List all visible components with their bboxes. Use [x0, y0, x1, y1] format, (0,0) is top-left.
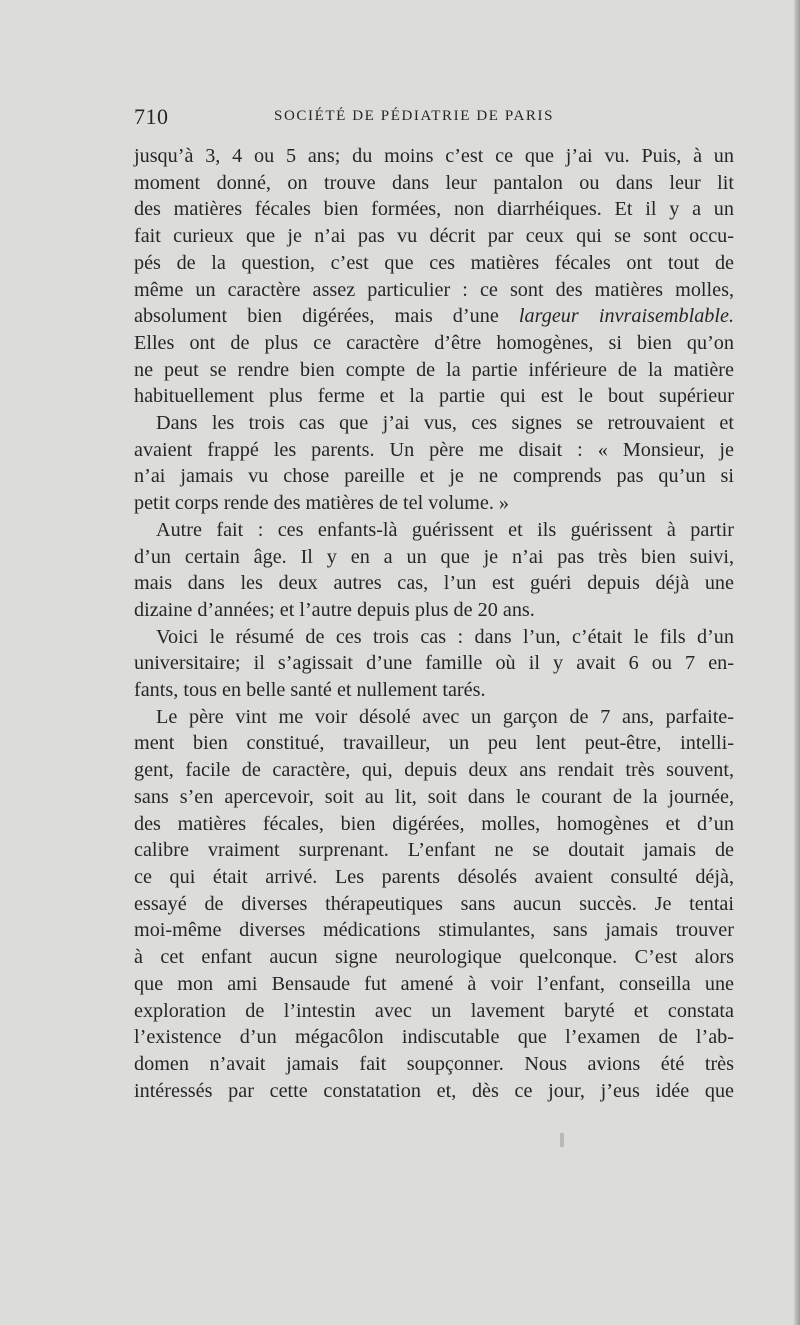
page-edge-shadow — [794, 0, 800, 1325]
text-line: domen n’avait jamais fait soupçonner. Nous avions été très — [134, 1052, 734, 1075]
page-number: 710 — [134, 104, 169, 129]
text-line: Voici le résumé de ces trois cas : dans l’un, c’était le fils d’un — [156, 625, 734, 648]
page-header — [134, 104, 734, 138]
text-line: pés de la question, c’est que ces matières fécales ont tout de — [134, 251, 734, 274]
text-line-segment: absolument bien digérées, mais d’une — [134, 305, 519, 328]
text-line — [134, 303, 734, 330]
text-line: fants, tous en belle santé et nullement tarés. — [134, 679, 486, 702]
scan-mark — [560, 1133, 564, 1147]
text-line: Autre fait : ces enfants-là guérissent et ils guérissent à partir — [156, 518, 734, 541]
body-text — [134, 143, 734, 1104]
text-line: gent, facile de caractère, qui, depuis deux ans rendait très souvent, — [134, 759, 734, 782]
text-line: ne peut se rendre bien compte de la partie inférieure de la matière — [134, 358, 734, 381]
text-line: l’existence d’un mégacôlon indiscutable que l’examen de l’ab- — [134, 1026, 734, 1049]
text-line: ce qui était arrivé. Les parents désolés avaient consulté déjà, — [134, 865, 734, 888]
text-line: fait curieux que je n’ai pas vu décrit par ceux qui se sont occu- — [134, 225, 734, 248]
text-line: que mon ami Bensaude fut amené à voir l’enfant, conseilla une — [134, 972, 734, 995]
running-head: SOCIÉTÉ DE PÉDIATRIE DE PARIS — [274, 108, 555, 124]
text-line: calibre vraiment surprenant. L’enfant ne se doutait jamais de — [134, 839, 734, 862]
text-line: même un caractère assez particulier : ce sont des matières molles, — [134, 278, 734, 301]
text-line: mais dans les deux autres cas, l’un est guéri depuis déjà une — [134, 572, 734, 595]
text-line: ment bien constitué, travailleur, un peu lent peut-être, intelli- — [134, 732, 734, 755]
text-line: dizaine d’années; et l’autre depuis plus de 20 ans. — [134, 598, 535, 621]
text-line: Le père vint me voir désolé avec un garçon de 7 ans, parfaite- — [156, 705, 734, 728]
text-line: moi-même diverses médications stimulantes, sans jamais trouver — [134, 919, 734, 942]
text-line: essayé de diverses thérapeutiques sans aucun succès. Je tentai — [134, 892, 734, 915]
text-line: petit corps rende des matières de tel volume. » — [134, 492, 510, 515]
text-line: Dans les trois cas que j’ai vus, ces signes se retrouvaient et — [156, 412, 734, 435]
text-line: des matières fécales bien formées, non diarrhéiques. Et il y a un — [134, 198, 734, 221]
text-line: intéressés par cette constatation et, dès ce jour, j’eus idée que — [134, 1079, 734, 1102]
text-line: sans s’en apercevoir, soit au lit, soit dans le courant de la journée, — [134, 785, 734, 808]
text-line: des matières fécales, bien digérées, molles, homogènes et d’un — [134, 812, 734, 835]
text-line: jusqu’à 3, 4 ou 5 ans; du moins c’est ce que j’ai vu. Puis, à un — [134, 145, 734, 167]
text-line: universitaire; il s’agissait d’une famille où il y avait 6 ou 7 en- — [134, 652, 734, 675]
italic-phrase: largeur invraisemblable. — [518, 305, 734, 328]
text-line: d’un certain âge. Il y en a un que je n’ai pas très bien suivi, — [134, 545, 734, 568]
text-line: habituellement plus ferme et la partie qui est le bout supérieur — [134, 385, 734, 408]
text-line: exploration de l’intestin avec un lavement baryté et constata — [134, 999, 734, 1022]
text-line: à cet enfant aucun signe neurologique quelconque. C’est alors — [134, 946, 734, 969]
text-line: moment donné, on trouve dans leur pantalon ou dans leur lit — [134, 171, 734, 194]
text-line: n’ai jamais vu chose pareille et je ne comprends pas qu’un si — [134, 465, 734, 488]
text-line: Elles ont de plus ce caractère d’être homogènes, si bien qu’on — [134, 331, 734, 354]
text-line: avaient frappé les parents. Un père me disait : « Monsieur, je — [134, 438, 734, 461]
